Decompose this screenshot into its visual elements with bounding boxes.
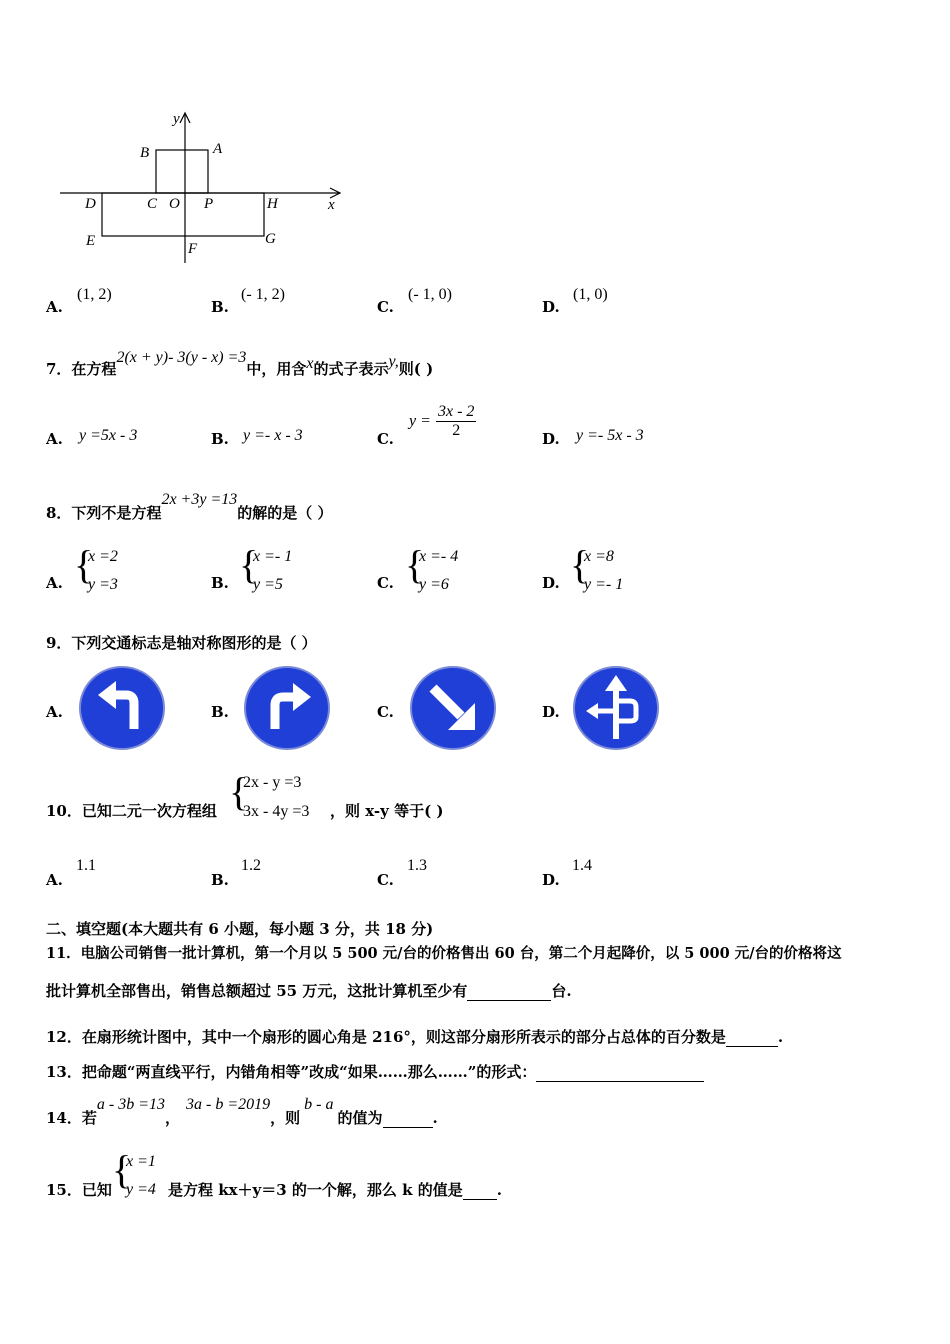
q8-option-d-line1: x =8 — [584, 548, 614, 565]
q9-option-c-letter: C. — [377, 703, 394, 721]
q14-eq2: 3a - b =2019 — [186, 1096, 271, 1113]
q8-option-d-brace: { — [570, 542, 590, 587]
q8-option-c-line2: y =6 — [419, 576, 449, 593]
q8-option-b-letter: B. — [211, 574, 229, 592]
q11-tail: 台. — [551, 982, 572, 1000]
keep-right-sign-icon — [409, 665, 497, 751]
q15-brace: { — [112, 1147, 132, 1192]
q6-option-c-letter: C. — [377, 298, 394, 316]
q10-option-b-letter: B. — [211, 871, 229, 889]
q10-option-c-letter: C. — [377, 871, 394, 889]
rect-abcp — [156, 150, 208, 193]
label-e: E — [86, 233, 96, 249]
q10-brace: { — [229, 769, 249, 814]
q14-eq1: a - 3b =13 — [96, 1096, 165, 1113]
q8-pre: 8．下列不是方程 — [46, 504, 162, 522]
q7-option-a-letter: A. — [46, 430, 63, 448]
q8-post: 的解的是（ ） — [237, 504, 333, 522]
q8-option-c-line1: x =- 4 — [419, 548, 459, 565]
q8-option-b-line2: y =5 — [253, 576, 283, 593]
straight-or-turn-sign-icon — [572, 665, 660, 751]
q10-line2: 3x - 4y =3 — [243, 803, 310, 820]
q10-option-a-letter: A. — [46, 871, 63, 889]
label-h: H — [267, 196, 278, 212]
q8-option-c-brace: { — [405, 542, 425, 587]
q8-option-d-letter: D. — [542, 574, 560, 592]
q6-option-d-value: (1, 0) — [573, 286, 608, 303]
q8-option-a-letter: A. — [46, 574, 63, 592]
q6-option-c-value: (- 1, 0) — [408, 286, 452, 303]
q13-answer-blank[interactable] — [536, 1065, 704, 1082]
q10-option-a-value: 1.1 — [76, 857, 96, 874]
label-f: F — [188, 241, 198, 257]
q7-var-x: x — [306, 355, 314, 372]
q6-option-a-value: (1, 2) — [77, 286, 112, 303]
q8-stem — [46, 491, 333, 523]
label-d: D — [85, 196, 96, 212]
q7-option-b-value: y =- x - 3 — [243, 427, 303, 444]
q14-post: 的值为 — [337, 1109, 383, 1127]
q6-option-b-value: (- 1, 2) — [241, 286, 285, 303]
q10-option-c-value: 1.3 — [407, 857, 427, 874]
q7-option-c-letter: C. — [377, 430, 394, 448]
q7-option-c-denominator: 2 — [452, 422, 461, 439]
q10-option-d-value: 1.4 — [572, 857, 592, 874]
q11-line1: 11．电脑公司销售一批计算机，第一个月以 5 500 元/台的价格售出 60 台，第二个月起降价，以 5 000 元/台的价格将这 — [46, 945, 842, 962]
q10-option-b-value: 1.2 — [241, 857, 261, 874]
label-a: A — [213, 141, 223, 157]
q7-var-y: y, — [388, 353, 399, 370]
q7-post: 则( ) — [398, 360, 434, 378]
q7-pre: 7．在方程 — [46, 360, 117, 378]
q13 — [46, 1061, 704, 1082]
q12-tail: . — [777, 1028, 784, 1046]
q13-text: 13．把命题“两直线平行，内错角相等”改成“如果……那么……”的形式： — [46, 1063, 537, 1081]
q8-equation: 2x +3y =13 — [161, 491, 238, 508]
label-o: O — [169, 196, 180, 212]
q11-answer-blank[interactable] — [467, 984, 551, 1001]
label-y: y — [173, 111, 180, 127]
q7-stem — [46, 349, 434, 379]
q10-pre: 10．已知二元一次方程组 — [46, 802, 217, 820]
q7-option-c-lhs: y = — [409, 412, 431, 430]
q12-text: 12．在扇形统计图中，其中一个扇形的圆心角是 216°，则这部分扇形所表示的部分占总体的百分数是 — [46, 1028, 726, 1046]
q8-option-b-line1: x =- 1 — [253, 548, 293, 565]
q14-pre: 14．若 — [46, 1109, 97, 1127]
q7-equation: 2(x + y)- 3(y - x) =3 — [116, 349, 247, 366]
label-b: B — [140, 145, 150, 161]
q12-answer-blank[interactable] — [726, 1030, 778, 1047]
q14-answer-blank[interactable] — [383, 1111, 433, 1128]
q7-mid: 中，用含 — [246, 360, 307, 378]
q7-option-a-value: y =5x - 3 — [79, 427, 138, 444]
q15-line1: x =1 — [126, 1153, 156, 1170]
q6-option-d-letter: D. — [542, 298, 560, 316]
label-c: C — [147, 196, 158, 212]
turn-left-sign-icon — [78, 665, 166, 751]
q8-option-a-brace: { — [74, 542, 94, 587]
q15-line2: y =4 — [126, 1181, 156, 1198]
q15-rest — [168, 1179, 502, 1200]
q7-option-b-letter: B. — [211, 430, 229, 448]
q7-option-c-fraction — [436, 403, 476, 440]
q14 — [46, 1096, 438, 1128]
label-p: P — [204, 196, 214, 212]
q9-option-b-letter: B. — [211, 703, 229, 721]
q7-mid2: 的式子表示 — [313, 360, 389, 378]
q7-option-c-numerator: 3x - 2 — [438, 403, 475, 420]
q6-option-a-letter: A. — [46, 298, 63, 316]
q11-line2 — [46, 980, 572, 1001]
q15-pre: 15．已知 — [46, 1181, 112, 1199]
rect-dhge — [102, 193, 264, 236]
q14-mid: ，则 — [270, 1109, 301, 1127]
q15-tail: . — [496, 1181, 503, 1199]
q7-option-c-value — [409, 403, 476, 440]
q9-option-a-letter: A. — [46, 703, 63, 721]
q8-option-a-line1: x =2 — [88, 548, 118, 565]
q10-line1: 2x - y =3 — [243, 774, 302, 791]
q9-stem: 9．下列交通标志是轴对称图形的是（ ） — [46, 634, 317, 652]
q7-option-d-value: y =- 5x - 3 — [576, 427, 644, 444]
section-two-heading: 二、填空题(本大题共有 6 小题，每小题 3 分，共 18 分) — [46, 920, 434, 938]
q9-option-d-letter: D. — [542, 703, 560, 721]
q15-answer-blank[interactable] — [463, 1183, 497, 1200]
q10-option-d-letter: D. — [542, 871, 560, 889]
q12 — [46, 1026, 783, 1047]
q8-option-c-letter: C. — [377, 574, 394, 592]
q11-line2-text: 批计算机全部售出，销售总额超过 55 万元，这批计算机至少有 — [46, 982, 468, 1000]
coordinate-figure — [55, 105, 355, 270]
q8-option-b-brace: { — [239, 542, 259, 587]
q7-option-d-letter: D. — [542, 430, 560, 448]
q14-expr: b - a — [304, 1096, 334, 1113]
label-x: x — [328, 197, 335, 213]
q8-option-a-line2: y =3 — [88, 576, 118, 593]
q14-tail: . — [432, 1109, 438, 1127]
q10-post: ，则 x-y 等于( ) — [330, 802, 444, 820]
q15-post: 是方程 kx＋y＝3 的一个解，那么 k 的值是 — [168, 1181, 463, 1199]
q14-sep: ， — [165, 1109, 181, 1127]
label-g: G — [265, 231, 276, 247]
q6-option-b-letter: B. — [211, 298, 229, 316]
turn-right-sign-icon — [243, 665, 331, 751]
q8-option-d-line2: y =- 1 — [584, 576, 624, 593]
